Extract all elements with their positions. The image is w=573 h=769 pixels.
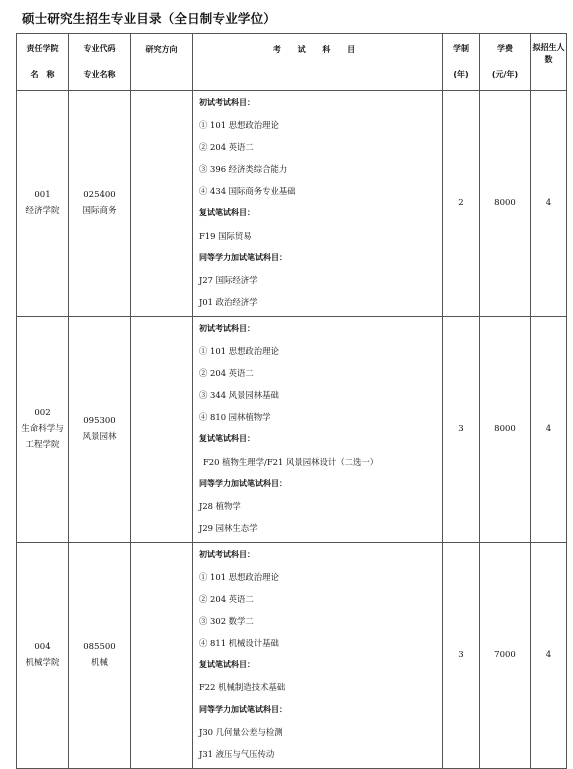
major-code: 095300 bbox=[83, 416, 116, 427]
quota-cell: 4 bbox=[531, 91, 567, 317]
exam-section-header: 同等学力加试笔试科目： bbox=[199, 252, 287, 262]
direction-cell bbox=[131, 542, 193, 768]
header-college bbox=[17, 34, 69, 91]
header-years-line1: 学制 bbox=[453, 44, 469, 53]
exam-subject: F20 植物生理学/F21 风景园林设计（二选一） bbox=[203, 456, 379, 467]
header-fee-line2: (元/年) bbox=[491, 70, 519, 79]
catalog-table bbox=[16, 33, 567, 769]
exam-section-header: 复试笔试科目： bbox=[199, 660, 255, 670]
college-cell bbox=[17, 91, 69, 317]
college-cell bbox=[17, 542, 69, 768]
major-cell bbox=[69, 316, 131, 542]
exam-section-header: 初试考试科目： bbox=[199, 98, 255, 107]
years-cell: 3 bbox=[443, 316, 480, 542]
exam-subject: ③ 302 数学二 bbox=[199, 616, 254, 627]
header-college-line1: 责任学院 bbox=[26, 44, 59, 53]
major-cell bbox=[69, 542, 131, 768]
exam-subject: F22 机械制造技术基础 bbox=[199, 682, 286, 693]
years-cell: 3 bbox=[443, 542, 480, 768]
college-name: 经济学院 bbox=[25, 206, 60, 217]
exam-cell bbox=[193, 316, 443, 542]
header-fee bbox=[480, 34, 531, 91]
exam-subject: J01 政治经济学 bbox=[199, 296, 258, 307]
exam-section-header: 复试笔试科目： bbox=[199, 434, 255, 444]
quota-cell: 4 bbox=[531, 316, 567, 542]
exam-section-header: 同等学力加试笔试科目： bbox=[199, 704, 287, 714]
header-direction bbox=[131, 34, 193, 91]
college-code: 004 bbox=[34, 642, 51, 653]
header-row bbox=[17, 34, 567, 91]
exam-subject: F19 国际贸易 bbox=[199, 230, 252, 241]
exam-subject: J27 国际经济学 bbox=[199, 274, 258, 285]
college-code: 001 bbox=[34, 190, 51, 201]
exam-subject: ④ 811 机械设计基础 bbox=[199, 638, 279, 649]
exam-cell bbox=[193, 91, 443, 317]
exam-subject: J29 园林生态学 bbox=[199, 522, 258, 533]
exam-subject: ③ 396 经济类综合能力 bbox=[199, 164, 288, 175]
header-exam bbox=[193, 34, 443, 91]
exam-subject: J30 几何量公差与检测 bbox=[199, 726, 283, 737]
major-code: 085500 bbox=[83, 642, 116, 653]
header-direction-label: 研究方向 bbox=[145, 45, 178, 54]
exam-cell bbox=[193, 542, 443, 768]
exam-subject: ② 204 英语二 bbox=[199, 142, 254, 153]
years-cell: 2 bbox=[443, 91, 480, 317]
header-fee-line1: 学费 bbox=[497, 44, 513, 53]
page-title: 硕士研究生招生专业目录（全日制专业学位） bbox=[22, 11, 277, 26]
direction-cell bbox=[131, 91, 193, 317]
exam-section-header: 初试考试科目： bbox=[199, 323, 255, 333]
exam-section-header: 复试笔试科目： bbox=[199, 208, 255, 218]
exam-subject: ① 101 思想政治理论 bbox=[199, 571, 279, 582]
header-major-line1: 专业代码 bbox=[83, 44, 116, 53]
fee-cell: 7000 bbox=[480, 542, 531, 768]
header-major bbox=[69, 34, 131, 91]
major-name: 国际商务 bbox=[82, 206, 117, 217]
fee-cell: 8000 bbox=[480, 316, 531, 542]
table-row bbox=[17, 91, 567, 317]
exam-subject: ④ 434 国际商务专业基础 bbox=[199, 186, 296, 197]
major-cell bbox=[69, 91, 131, 317]
exam-subject: ② 204 英语二 bbox=[199, 594, 254, 605]
header-quota bbox=[531, 34, 567, 91]
header-exam-label: 考 试 科 目 bbox=[272, 45, 363, 54]
exam-section-header: 初试考试科目： bbox=[199, 549, 255, 559]
college-cell bbox=[17, 316, 69, 542]
direction-cell bbox=[131, 316, 193, 542]
exam-subject: J31 液压与气压传动 bbox=[199, 748, 275, 759]
major-name: 机械 bbox=[90, 658, 108, 669]
exam-section-header: 同等学力加试笔试科目： bbox=[199, 478, 287, 488]
exam-subject: ③ 344 风景园林基础 bbox=[199, 390, 279, 401]
table-row bbox=[17, 542, 567, 768]
header-college-line2: 名 称 bbox=[30, 70, 55, 79]
header-major-line2: 专业名称 bbox=[83, 70, 116, 79]
header-quota-label: 拟招生人数 bbox=[532, 43, 565, 64]
exam-subject: ① 101 思想政治理论 bbox=[199, 346, 279, 357]
header-years bbox=[443, 34, 480, 91]
table-row bbox=[17, 316, 567, 542]
exam-subject: J28 植物学 bbox=[199, 500, 241, 511]
major-name: 风景园林 bbox=[82, 432, 117, 443]
college-name: 机械学院 bbox=[25, 658, 60, 669]
college-code: 002 bbox=[34, 408, 51, 419]
header-years-line2: (年) bbox=[453, 70, 469, 79]
college-name: 生命科学与工程学院 bbox=[21, 424, 64, 451]
quota-cell: 4 bbox=[531, 542, 567, 768]
exam-subject: ② 204 英语二 bbox=[199, 368, 254, 379]
exam-subject: ① 101 思想政治理论 bbox=[199, 120, 279, 131]
major-code: 025400 bbox=[83, 190, 116, 201]
exam-subject: ④ 810 园林植物学 bbox=[199, 412, 271, 423]
fee-cell: 8000 bbox=[480, 91, 531, 317]
